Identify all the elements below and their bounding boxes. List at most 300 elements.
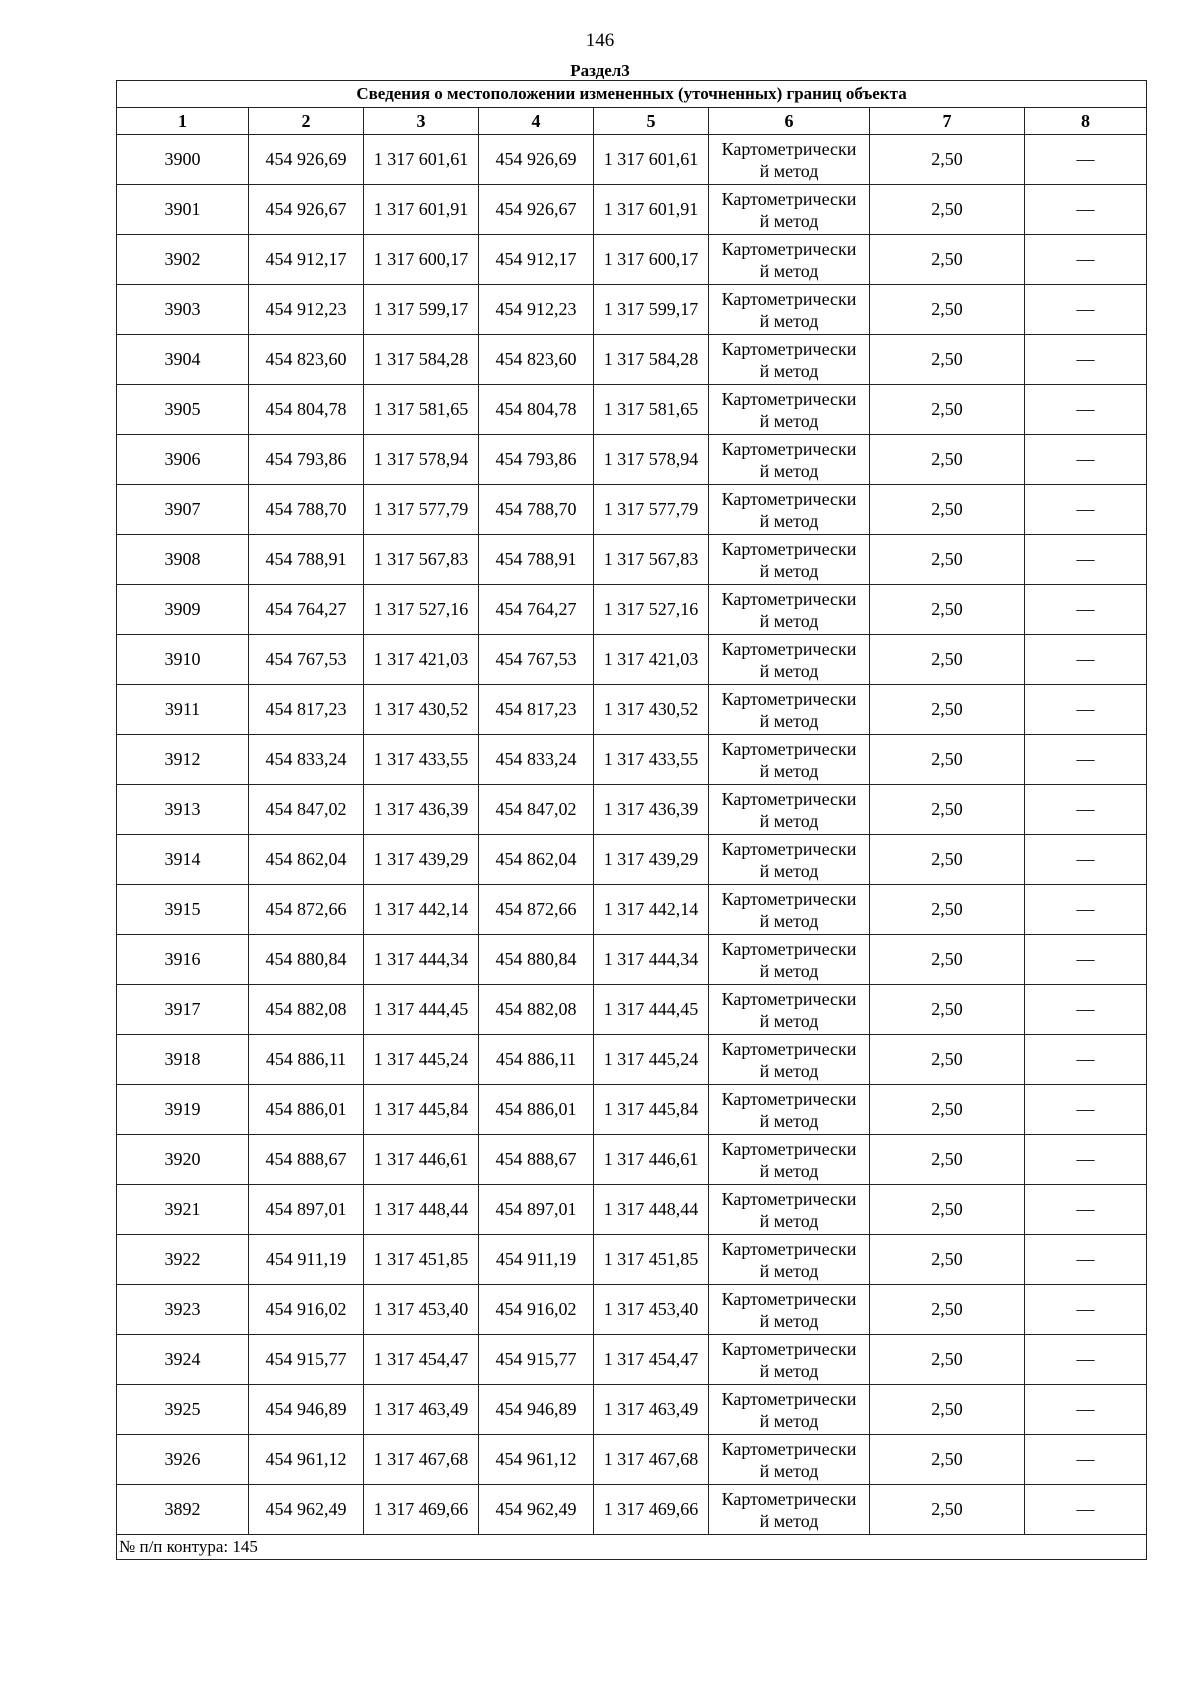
x-refined-cell: 454 788,70 <box>479 485 594 535</box>
note-cell: — <box>1025 1485 1147 1535</box>
y-existing-cell: 1 317 581,65 <box>364 385 479 435</box>
x-existing-cell: 454 793,86 <box>249 435 364 485</box>
column-number-1: 1 <box>117 108 249 135</box>
method-cell <box>709 335 870 385</box>
y-existing-cell: 1 317 467,68 <box>364 1435 479 1485</box>
accuracy-cell: 2,50 <box>870 1135 1025 1185</box>
point-number-cell: 3916 <box>117 935 249 985</box>
y-existing-cell: 1 317 436,39 <box>364 785 479 835</box>
method-line-1: Картометрически <box>721 188 857 209</box>
table-row <box>117 1385 1147 1435</box>
y-refined-cell: 1 317 567,83 <box>594 535 709 585</box>
y-existing-cell: 1 317 469,66 <box>364 1485 479 1535</box>
accuracy-cell: 2,50 <box>870 1235 1025 1285</box>
x-existing-cell: 454 788,91 <box>249 535 364 585</box>
x-existing-cell: 454 962,49 <box>249 1485 364 1535</box>
x-refined-cell: 454 962,49 <box>479 1485 594 1535</box>
method-line-1: Картометрически <box>721 1088 857 1109</box>
y-refined-cell: 1 317 578,94 <box>594 435 709 485</box>
y-refined-cell: 1 317 448,44 <box>594 1185 709 1235</box>
table-row <box>117 1235 1147 1285</box>
method-line-1: Картометрически <box>721 988 857 1009</box>
y-refined-cell: 1 317 584,28 <box>594 335 709 385</box>
method-cell <box>709 735 870 785</box>
accuracy-cell: 2,50 <box>870 1035 1025 1085</box>
method-cell <box>709 485 870 535</box>
method-line-1: Картометрически <box>721 388 857 409</box>
column-number-3: 3 <box>364 108 479 135</box>
accuracy-cell: 2,50 <box>870 885 1025 935</box>
coordinates-table <box>116 80 1147 1560</box>
accuracy-cell: 2,50 <box>870 685 1025 735</box>
x-refined-cell: 454 926,69 <box>479 135 594 185</box>
table-footer-row <box>117 1535 1147 1560</box>
y-existing-cell: 1 317 601,61 <box>364 135 479 185</box>
point-number-cell: 3909 <box>117 585 249 635</box>
method-line-2: й метод <box>759 1410 819 1431</box>
note-cell: — <box>1025 1235 1147 1285</box>
x-existing-cell: 454 911,19 <box>249 1235 364 1285</box>
method-line-2: й метод <box>759 1160 819 1181</box>
table-row <box>117 785 1147 835</box>
method-line-2: й метод <box>759 1010 819 1031</box>
note-cell: — <box>1025 485 1147 535</box>
x-refined-cell: 454 880,84 <box>479 935 594 985</box>
x-existing-cell: 454 912,17 <box>249 235 364 285</box>
point-number-cell: 3912 <box>117 735 249 785</box>
method-line-2: й метод <box>759 610 819 631</box>
table-row <box>117 985 1147 1035</box>
note-cell: — <box>1025 1185 1147 1235</box>
y-existing-cell: 1 317 444,45 <box>364 985 479 1035</box>
method-line-2: й метод <box>759 710 819 731</box>
table-row <box>117 485 1147 535</box>
method-line-2: й метод <box>759 1360 819 1381</box>
accuracy-cell: 2,50 <box>870 1185 1025 1235</box>
method-line-1: Картометрически <box>721 538 857 559</box>
accuracy-cell: 2,50 <box>870 1335 1025 1385</box>
note-cell: — <box>1025 635 1147 685</box>
x-refined-cell: 454 916,02 <box>479 1285 594 1335</box>
y-refined-cell: 1 317 454,47 <box>594 1335 709 1385</box>
table-body <box>117 135 1147 1535</box>
method-line-2: й метод <box>759 560 819 581</box>
x-refined-cell: 454 788,91 <box>479 535 594 585</box>
point-number-cell: 3905 <box>117 385 249 435</box>
point-number-cell: 3906 <box>117 435 249 485</box>
method-cell <box>709 285 870 335</box>
note-cell: — <box>1025 235 1147 285</box>
point-number-cell: 3921 <box>117 1185 249 1235</box>
note-cell: — <box>1025 285 1147 335</box>
note-cell: — <box>1025 785 1147 835</box>
method-line-2: й метод <box>759 660 819 681</box>
y-refined-cell: 1 317 430,52 <box>594 685 709 735</box>
x-existing-cell: 454 788,70 <box>249 485 364 535</box>
method-line-2: й метод <box>759 1310 819 1331</box>
table-row <box>117 1335 1147 1385</box>
x-existing-cell: 454 916,02 <box>249 1285 364 1335</box>
method-cell <box>709 635 870 685</box>
column-number-6: 6 <box>709 108 870 135</box>
method-line-1: Картометрически <box>721 788 857 809</box>
point-number-cell: 3911 <box>117 685 249 735</box>
table-row <box>117 885 1147 935</box>
y-existing-cell: 1 317 445,84 <box>364 1085 479 1135</box>
x-existing-cell: 454 872,66 <box>249 885 364 935</box>
method-cell <box>709 935 870 985</box>
point-number-cell: 3904 <box>117 335 249 385</box>
accuracy-cell: 2,50 <box>870 735 1025 785</box>
table-row <box>117 185 1147 235</box>
method-cell <box>709 235 870 285</box>
method-cell <box>709 585 870 635</box>
point-number-cell: 3924 <box>117 1335 249 1385</box>
y-existing-cell: 1 317 451,85 <box>364 1235 479 1285</box>
method-cell <box>709 1285 870 1335</box>
accuracy-cell: 2,50 <box>870 985 1025 1035</box>
x-existing-cell: 454 882,08 <box>249 985 364 1035</box>
column-number-2: 2 <box>249 108 364 135</box>
y-existing-cell: 1 317 577,79 <box>364 485 479 535</box>
y-existing-cell: 1 317 445,24 <box>364 1035 479 1085</box>
method-line-1: Картометрически <box>721 138 857 159</box>
accuracy-cell: 2,50 <box>870 485 1025 535</box>
method-line-1: Картометрически <box>721 1338 857 1359</box>
y-existing-cell: 1 317 448,44 <box>364 1185 479 1235</box>
x-existing-cell: 454 897,01 <box>249 1185 364 1235</box>
method-cell <box>709 1435 870 1485</box>
x-refined-cell: 454 823,60 <box>479 335 594 385</box>
point-number-cell: 3920 <box>117 1135 249 1185</box>
method-line-1: Картометрически <box>721 1288 857 1309</box>
x-existing-cell: 454 804,78 <box>249 385 364 435</box>
y-refined-cell: 1 317 446,61 <box>594 1135 709 1185</box>
note-cell: — <box>1025 1385 1147 1435</box>
table-row <box>117 935 1147 985</box>
y-refined-cell: 1 317 467,68 <box>594 1435 709 1485</box>
column-number-5: 5 <box>594 108 709 135</box>
x-existing-cell: 454 946,89 <box>249 1385 364 1435</box>
y-refined-cell: 1 317 601,91 <box>594 185 709 235</box>
accuracy-cell: 2,50 <box>870 535 1025 585</box>
x-existing-cell: 454 886,01 <box>249 1085 364 1135</box>
method-cell <box>709 1085 870 1135</box>
method-line-1: Картометрически <box>721 488 857 509</box>
method-line-2: й метод <box>759 310 819 331</box>
method-cell <box>709 1235 870 1285</box>
x-existing-cell: 454 926,67 <box>249 185 364 235</box>
x-refined-cell: 454 833,24 <box>479 735 594 785</box>
x-refined-cell: 454 915,77 <box>479 1335 594 1385</box>
y-refined-cell: 1 317 453,40 <box>594 1285 709 1335</box>
x-refined-cell: 454 886,01 <box>479 1085 594 1135</box>
method-line-1: Картометрически <box>721 438 857 459</box>
accuracy-cell: 2,50 <box>870 1385 1025 1435</box>
table-row <box>117 435 1147 485</box>
y-existing-cell: 1 317 453,40 <box>364 1285 479 1335</box>
y-refined-cell: 1 317 527,16 <box>594 585 709 635</box>
method-line-1: Картометрически <box>721 288 857 309</box>
method-line-2: й метод <box>759 810 819 831</box>
note-cell: — <box>1025 1085 1147 1135</box>
y-existing-cell: 1 317 600,17 <box>364 235 479 285</box>
accuracy-cell: 2,50 <box>870 235 1025 285</box>
table-row <box>117 585 1147 635</box>
method-cell <box>709 385 870 435</box>
table-row <box>117 735 1147 785</box>
x-refined-cell: 454 911,19 <box>479 1235 594 1285</box>
method-cell <box>709 1135 870 1185</box>
method-cell <box>709 1185 870 1235</box>
y-refined-cell: 1 317 439,29 <box>594 835 709 885</box>
note-cell: — <box>1025 185 1147 235</box>
point-number-cell: 3892 <box>117 1485 249 1535</box>
x-refined-cell: 454 793,86 <box>479 435 594 485</box>
method-line-2: й метод <box>759 860 819 881</box>
x-refined-cell: 454 886,11 <box>479 1035 594 1085</box>
x-refined-cell: 454 926,67 <box>479 185 594 235</box>
method-line-2: й метод <box>759 910 819 931</box>
accuracy-cell: 2,50 <box>870 585 1025 635</box>
accuracy-cell: 2,50 <box>870 185 1025 235</box>
method-line-1: Картометрически <box>721 1188 857 1209</box>
y-refined-cell: 1 317 433,55 <box>594 735 709 785</box>
note-cell: — <box>1025 385 1147 435</box>
method-cell <box>709 685 870 735</box>
y-existing-cell: 1 317 442,14 <box>364 885 479 935</box>
method-line-1: Картометрически <box>721 688 857 709</box>
method-line-1: Картометрически <box>721 1038 857 1059</box>
note-cell: — <box>1025 435 1147 485</box>
method-cell <box>709 985 870 1035</box>
accuracy-cell: 2,50 <box>870 1485 1025 1535</box>
method-line-1: Картометрически <box>721 238 857 259</box>
y-refined-cell: 1 317 469,66 <box>594 1485 709 1535</box>
method-line-1: Картометрически <box>721 1388 857 1409</box>
y-existing-cell: 1 317 421,03 <box>364 635 479 685</box>
x-refined-cell: 454 862,04 <box>479 835 594 885</box>
y-existing-cell: 1 317 454,47 <box>364 1335 479 1385</box>
x-existing-cell: 454 915,77 <box>249 1335 364 1385</box>
method-line-2: й метод <box>759 260 819 281</box>
method-line-2: й метод <box>759 210 819 231</box>
method-cell <box>709 1035 870 1085</box>
accuracy-cell: 2,50 <box>870 335 1025 385</box>
y-refined-cell: 1 317 445,24 <box>594 1035 709 1085</box>
x-existing-cell: 454 926,69 <box>249 135 364 185</box>
table-row <box>117 1485 1147 1535</box>
x-refined-cell: 454 961,12 <box>479 1435 594 1485</box>
table-row <box>117 1185 1147 1235</box>
table-row <box>117 1285 1147 1335</box>
point-number-cell: 3910 <box>117 635 249 685</box>
method-line-2: й метод <box>759 1110 819 1131</box>
y-refined-cell: 1 317 436,39 <box>594 785 709 835</box>
method-cell <box>709 535 870 585</box>
contour-number: № п/п контура: 145 <box>117 1535 1147 1560</box>
table-row <box>117 1085 1147 1135</box>
y-existing-cell: 1 317 578,94 <box>364 435 479 485</box>
x-refined-cell: 454 872,66 <box>479 885 594 935</box>
note-cell: — <box>1025 835 1147 885</box>
note-cell: — <box>1025 985 1147 1035</box>
y-refined-cell: 1 317 577,79 <box>594 485 709 535</box>
accuracy-cell: 2,50 <box>870 285 1025 335</box>
section-title: Раздел3 <box>570 61 630 80</box>
point-number-cell: 3914 <box>117 835 249 885</box>
y-existing-cell: 1 317 446,61 <box>364 1135 479 1185</box>
note-cell: — <box>1025 935 1147 985</box>
method-line-1: Картометрически <box>721 888 857 909</box>
accuracy-cell: 2,50 <box>870 1085 1025 1135</box>
y-refined-cell: 1 317 421,03 <box>594 635 709 685</box>
method-line-2: й метод <box>759 1060 819 1081</box>
x-existing-cell: 454 886,11 <box>249 1035 364 1085</box>
x-refined-cell: 454 946,89 <box>479 1385 594 1435</box>
x-existing-cell: 454 767,53 <box>249 635 364 685</box>
x-existing-cell: 454 833,24 <box>249 735 364 785</box>
table-row <box>117 635 1147 685</box>
x-existing-cell: 454 847,02 <box>249 785 364 835</box>
note-cell: — <box>1025 735 1147 785</box>
y-existing-cell: 1 317 584,28 <box>364 335 479 385</box>
table-row <box>117 535 1147 585</box>
x-existing-cell: 454 817,23 <box>249 685 364 735</box>
point-number-cell: 3918 <box>117 1035 249 1085</box>
method-cell <box>709 835 870 885</box>
table-row <box>117 1135 1147 1185</box>
column-number-4: 4 <box>479 108 594 135</box>
y-existing-cell: 1 317 444,34 <box>364 935 479 985</box>
note-cell: — <box>1025 1135 1147 1185</box>
note-cell: — <box>1025 535 1147 585</box>
method-cell <box>709 1335 870 1385</box>
y-existing-cell: 1 317 567,83 <box>364 535 479 585</box>
accuracy-cell: 2,50 <box>870 935 1025 985</box>
point-number-cell: 3923 <box>117 1285 249 1335</box>
x-refined-cell: 454 912,23 <box>479 285 594 335</box>
method-line-2: й метод <box>759 960 819 981</box>
point-number-cell: 3901 <box>117 185 249 235</box>
note-cell: — <box>1025 1435 1147 1485</box>
table-title: Сведения о местоположении измененных (уточненных) границ объекта <box>117 81 1147 108</box>
method-line-2: й метод <box>759 760 819 781</box>
accuracy-cell: 2,50 <box>870 385 1025 435</box>
x-existing-cell: 454 880,84 <box>249 935 364 985</box>
method-line-1: Картометрически <box>721 588 857 609</box>
x-refined-cell: 454 817,23 <box>479 685 594 735</box>
x-existing-cell: 454 764,27 <box>249 585 364 635</box>
accuracy-cell: 2,50 <box>870 135 1025 185</box>
method-cell <box>709 185 870 235</box>
note-cell: — <box>1025 1285 1147 1335</box>
x-refined-cell: 454 847,02 <box>479 785 594 835</box>
y-refined-cell: 1 317 444,45 <box>594 985 709 1035</box>
method-line-2: й метод <box>759 160 819 181</box>
method-line-2: й метод <box>759 1260 819 1281</box>
point-number-cell: 3900 <box>117 135 249 185</box>
accuracy-cell: 2,50 <box>870 785 1025 835</box>
y-refined-cell: 1 317 444,34 <box>594 935 709 985</box>
note-cell: — <box>1025 1035 1147 1085</box>
note-cell: — <box>1025 585 1147 635</box>
table-row <box>117 1035 1147 1085</box>
table-title-row <box>117 81 1147 108</box>
method-line-1: Картометрически <box>721 838 857 859</box>
x-existing-cell: 454 888,67 <box>249 1135 364 1185</box>
point-number-cell: 3919 <box>117 1085 249 1135</box>
accuracy-cell: 2,50 <box>870 835 1025 885</box>
point-number-cell: 3908 <box>117 535 249 585</box>
y-existing-cell: 1 317 439,29 <box>364 835 479 885</box>
y-refined-cell: 1 317 451,85 <box>594 1235 709 1285</box>
x-existing-cell: 454 862,04 <box>249 835 364 885</box>
table-row <box>117 385 1147 435</box>
method-cell <box>709 885 870 935</box>
method-line-1: Картометрически <box>721 738 857 759</box>
y-refined-cell: 1 317 581,65 <box>594 385 709 435</box>
method-line-2: й метод <box>759 510 819 531</box>
method-line-1: Картометрически <box>721 638 857 659</box>
y-refined-cell: 1 317 463,49 <box>594 1385 709 1435</box>
x-refined-cell: 454 804,78 <box>479 385 594 435</box>
x-existing-cell: 454 961,12 <box>249 1435 364 1485</box>
column-number-row <box>117 108 1147 135</box>
point-number-cell: 3915 <box>117 885 249 935</box>
method-line-1: Картометрически <box>721 1138 857 1159</box>
note-cell: — <box>1025 335 1147 385</box>
point-number-cell: 3925 <box>117 1385 249 1435</box>
method-line-1: Картометрически <box>721 1438 857 1459</box>
method-line-2: й метод <box>759 410 819 431</box>
y-refined-cell: 1 317 442,14 <box>594 885 709 935</box>
column-number-8: 8 <box>1025 108 1147 135</box>
table-row <box>117 685 1147 735</box>
method-line-1: Картометрически <box>721 338 857 359</box>
x-refined-cell: 454 888,67 <box>479 1135 594 1185</box>
y-refined-cell: 1 317 601,61 <box>594 135 709 185</box>
y-existing-cell: 1 317 527,16 <box>364 585 479 635</box>
method-line-2: й метод <box>759 460 819 481</box>
y-existing-cell: 1 317 433,55 <box>364 735 479 785</box>
method-cell <box>709 435 870 485</box>
table-row <box>117 235 1147 285</box>
x-refined-cell: 454 897,01 <box>479 1185 594 1235</box>
x-refined-cell: 454 882,08 <box>479 985 594 1035</box>
method-line-2: й метод <box>759 1510 819 1531</box>
table-row <box>117 335 1147 385</box>
accuracy-cell: 2,50 <box>870 1435 1025 1485</box>
method-line-2: й метод <box>759 1210 819 1231</box>
note-cell: — <box>1025 135 1147 185</box>
method-line-2: й метод <box>759 360 819 381</box>
point-number-cell: 3903 <box>117 285 249 335</box>
note-cell: — <box>1025 685 1147 735</box>
method-cell <box>709 785 870 835</box>
table-row <box>117 835 1147 885</box>
table-row <box>117 1435 1147 1485</box>
method-cell <box>709 1385 870 1435</box>
table-row <box>117 285 1147 335</box>
point-number-cell: 3917 <box>117 985 249 1035</box>
point-number-cell: 3913 <box>117 785 249 835</box>
y-refined-cell: 1 317 600,17 <box>594 235 709 285</box>
x-refined-cell: 454 912,17 <box>479 235 594 285</box>
table-row <box>117 135 1147 185</box>
point-number-cell: 3926 <box>117 1435 249 1485</box>
y-refined-cell: 1 317 599,17 <box>594 285 709 335</box>
